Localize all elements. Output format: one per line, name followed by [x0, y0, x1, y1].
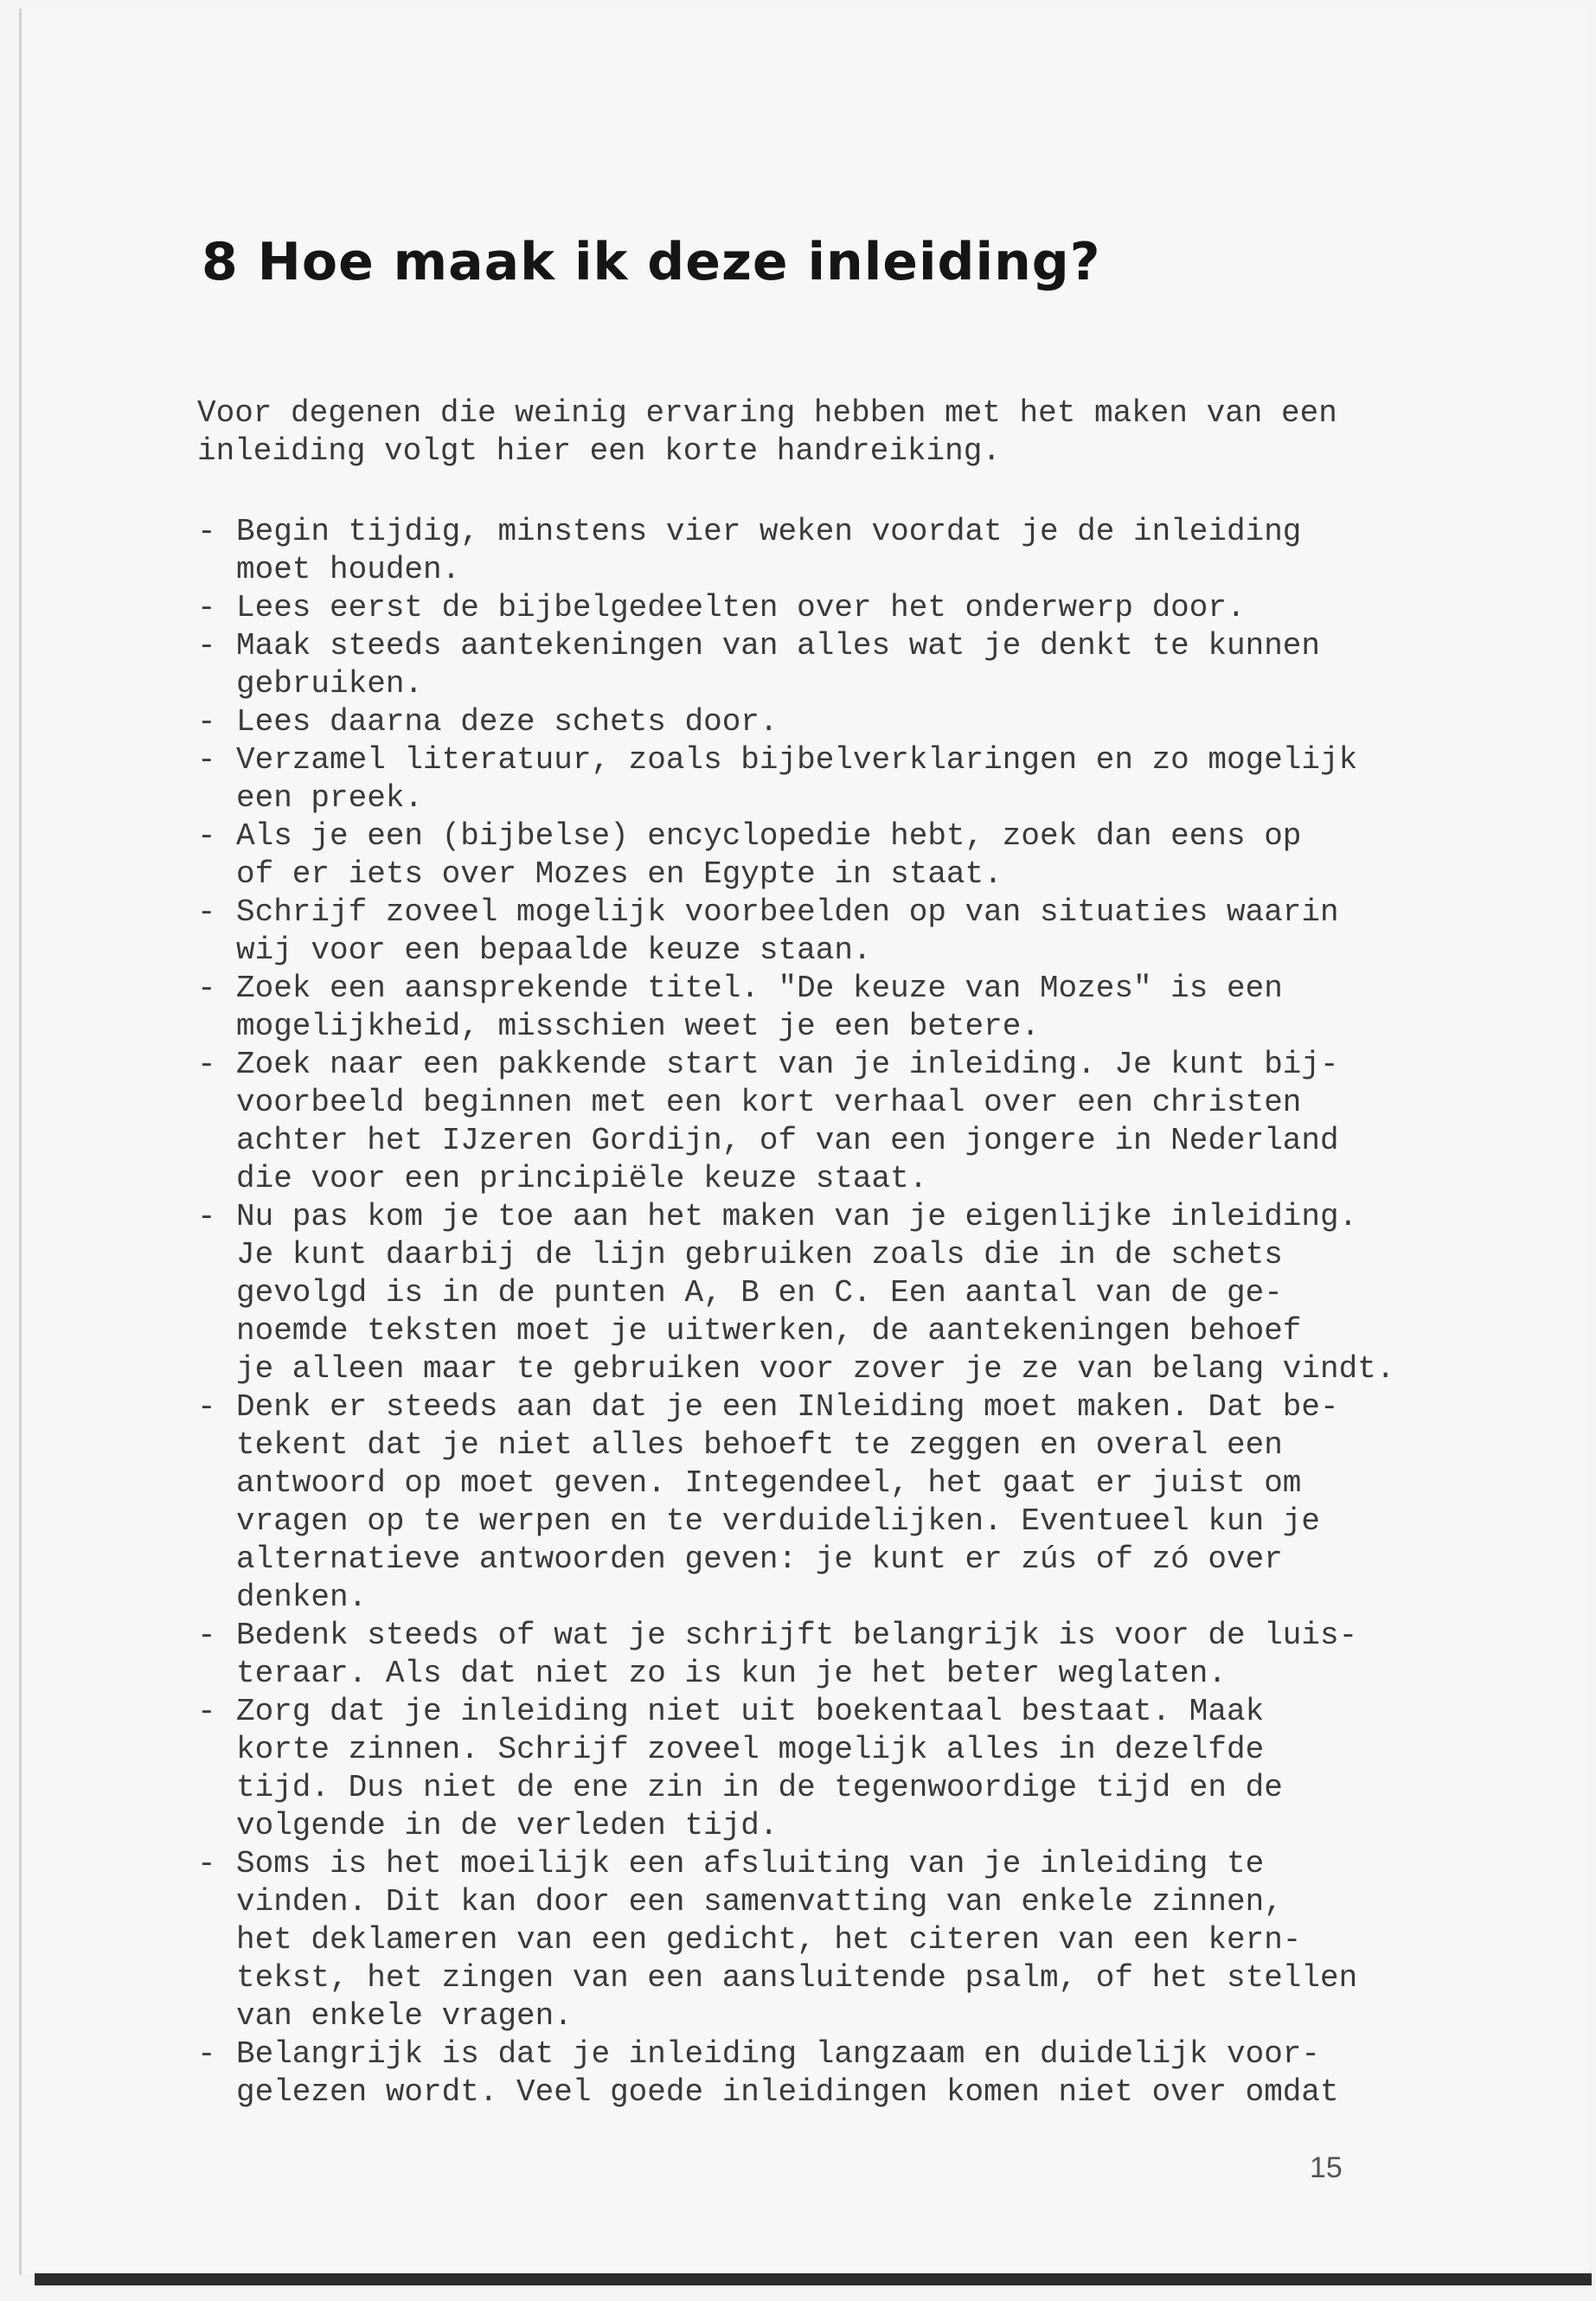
intro-line: Voor degenen die weinig ervaring hebben met het maken van een — [197, 395, 1337, 431]
bullet-dash: - — [197, 1199, 216, 1234]
list-item-line: Nu pas kom je toe aan het maken van je eigenlijke inleiding. — [236, 1199, 1358, 1234]
list-item — [197, 1617, 1443, 1693]
section-title: 8 Hoe maak ik deze inleiding? — [202, 232, 1101, 292]
list-item-line: gebruiken. — [236, 666, 424, 702]
list-item-line: Als je een (bijbelse) encyclopedie hebt, zoek dan eens op — [236, 818, 1302, 854]
list-item — [197, 2035, 1443, 2112]
bullet-dash: - — [197, 894, 216, 930]
list-item-line: Denk er steeds aan dat je een INleiding moet maken. Dat be- — [236, 1389, 1339, 1425]
list-item-line: alternatieve antwoorden geven: je kunt er zús of zó over — [236, 1541, 1283, 1577]
list-item-line: antwoord op moet geven. Integendeel, het gaat er juist om — [236, 1465, 1302, 1501]
list-item-line: voorbeeld beginnen met een kort verhaal over een christen — [236, 1085, 1302, 1120]
list-item-line: Bedenk steeds of wat je schrijft belangrijk is voor de luis- — [236, 1618, 1358, 1653]
intro-line: inleiding volgt hier een korte handreiking. — [197, 433, 1001, 469]
list-item-line: Verzamel literatuur, zoals bijbelverklaringen en zo mogelijk — [236, 742, 1358, 778]
list-item — [197, 817, 1443, 894]
list-item-line: vragen op te werpen en te verduidelijken. Eventueel kun je — [236, 1503, 1321, 1539]
list-item-line: denken. — [236, 1580, 368, 1615]
list-item-line: noemde teksten moet je uitwerken, de aantekeningen behoef — [236, 1313, 1302, 1349]
list-item-line: gevolgd is in de punten A, B en C. Een aantal van de ge- — [236, 1275, 1283, 1311]
list-item-line: volgende in de verleden tijd. — [236, 1808, 779, 1843]
list-item-line: vinden. Dit kan door een samenvatting van enkele zinnen, — [236, 1884, 1283, 1920]
list-item-line: Belangrijk is dat je inleiding langzaam en duidelijk voor- — [236, 2036, 1321, 2072]
list-item-line: wij voor een bepaalde keuze staan. — [236, 933, 872, 968]
list-item-line: die voor een principiële keuze staat. — [236, 1161, 928, 1196]
list-item-line: tekent dat je niet alles behoeft te zeggen en overal een — [236, 1427, 1283, 1463]
bullet-dash: - — [197, 628, 216, 663]
list-item-line: of er iets over Mozes en Egypte in staat. — [236, 856, 1003, 892]
list-item-line: tijd. Dus niet de ene zin in de tegenwoordige tijd en de — [236, 1770, 1283, 1805]
list-item — [197, 1845, 1443, 2035]
list-item-line: mogelijkheid, misschien weet je een betere. — [236, 1009, 1040, 1044]
list-item-line: tekst, het zingen van een aansluitende psalm, of het stellen — [236, 1960, 1358, 1996]
list-item-line: Schrijf zoveel mogelijk voorbeelden op van situaties waarin — [236, 894, 1339, 930]
list-item-line: van enkele vragen. — [236, 1998, 573, 2034]
list-item-line: Zoek naar een pakkende start van je inleiding. Je kunt bij- — [236, 1047, 1339, 1082]
list-item — [197, 1388, 1443, 1617]
bullet-dash: - — [197, 704, 216, 740]
intro-paragraph — [197, 394, 1426, 471]
bullet-dash: - — [197, 742, 216, 778]
list-item — [197, 741, 1443, 817]
list-item-line: gelezen wordt. Veel goede inleidingen komen niet over omdat — [236, 2074, 1339, 2110]
list-item — [197, 970, 1443, 1046]
bullet-dash: - — [197, 590, 216, 625]
list-item — [197, 627, 1443, 703]
scan-edge-bar — [35, 2273, 1592, 2285]
bullet-dash: - — [197, 1618, 216, 1653]
list-item-line: Begin tijdig, minstens vier weken voordat je de inleiding — [236, 514, 1302, 549]
list-item — [197, 1693, 1443, 1845]
page-number: 15 — [1310, 2151, 1343, 2184]
list-item — [197, 1046, 1443, 1198]
list-item-line: een preek. — [236, 780, 424, 816]
guidelines-list — [197, 513, 1443, 2112]
list-item-line: Zoek een aansprekende titel. "De keuze van Mozes" is een — [236, 971, 1283, 1006]
list-item-line: moet houden. — [236, 552, 461, 587]
bullet-dash: - — [197, 514, 216, 549]
list-item — [197, 703, 1443, 741]
bullet-dash: - — [197, 2036, 216, 2072]
list-item-line: Soms is het moeilijk een afsluiting van je inleiding te — [236, 1846, 1265, 1881]
bullet-dash: - — [197, 971, 216, 1006]
list-item — [197, 894, 1443, 970]
bullet-dash: - — [197, 1047, 216, 1082]
list-item-line: je alleen maar te gebruiken voor zover je ze van belang vindt. — [236, 1351, 1395, 1387]
list-item-line: achter het IJzeren Gordijn, of van een jongere in Nederland — [236, 1123, 1339, 1158]
list-item — [197, 513, 1443, 589]
bullet-dash: - — [197, 818, 216, 854]
list-item-line: Zorg dat je inleiding niet uit boekentaal bestaat. Maak — [236, 1694, 1265, 1729]
list-item-line: het deklameren van een gedicht, het citeren van een kern- — [236, 1922, 1302, 1958]
list-item — [197, 1198, 1443, 1388]
bullet-dash: - — [197, 1846, 216, 1881]
list-item-line: Lees eerst de bijbelgedeelten over het onderwerp door. — [236, 590, 1246, 625]
bullet-dash: - — [197, 1389, 216, 1425]
bullet-dash: - — [197, 1694, 216, 1729]
list-item-line: Je kunt daarbij de lijn gebruiken zoals die in de schets — [236, 1237, 1283, 1272]
list-item — [197, 589, 1443, 627]
list-item-line: Maak steeds aantekeningen van alles wat je denkt te kunnen — [236, 628, 1321, 663]
list-item-line: teraar. Als dat niet zo is kun je het beter weglaten. — [236, 1656, 1227, 1691]
list-item-line: korte zinnen. Schrijf zoveel mogelijk alles in dezelfde — [236, 1732, 1265, 1767]
list-item-line: Lees daarna deze schets door. — [236, 704, 779, 740]
